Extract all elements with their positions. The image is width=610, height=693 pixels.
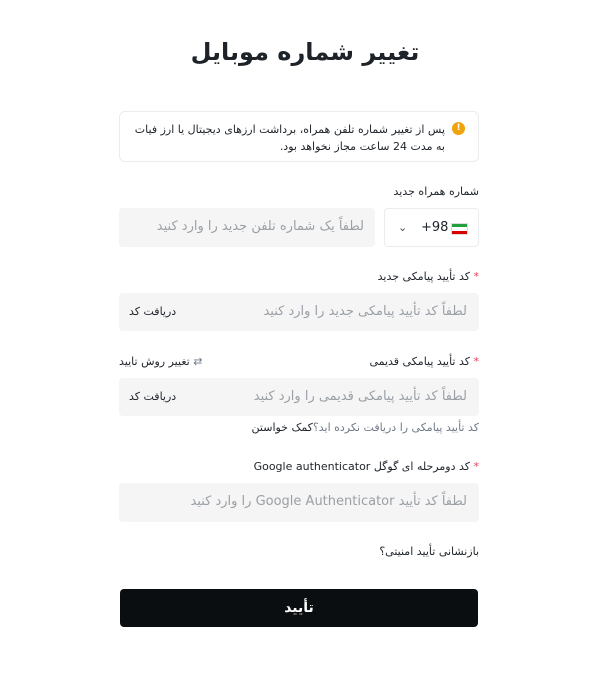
swap-icon: ⇄ (193, 355, 203, 368)
old-sms-code-input[interactable] (119, 378, 479, 416)
new-sms-label: * کد تأیید پیامکی جدید (377, 270, 479, 283)
required-mark: * (473, 460, 479, 473)
get-old-code-button[interactable]: دریافت کد (129, 390, 177, 403)
old-sms-placeholder: لطفاً کد تأیید پیامکی قدیمی را وارد کنید (253, 389, 467, 404)
google-auth-placeholder: لطفاً کد تأیید Google Authenticator را وارد کنید (190, 494, 467, 509)
old-sms-label: * کد تأیید پیامکی قدیمی (369, 355, 479, 368)
switch-verification-method-link[interactable]: ⇄ تغییر روش تایید (119, 355, 203, 368)
phone-input[interactable] (119, 208, 375, 247)
not-received-text: کد تأیید پیامکی را دریافت نکرده اید؟ (312, 421, 479, 434)
page-title: تغییر شماره موبایل (190, 38, 420, 66)
required-mark: * (473, 355, 479, 368)
google-auth-input[interactable] (119, 483, 479, 522)
phone-placeholder: لطفاً یک شماره تلفن جدید را وارد کنید (156, 219, 364, 234)
iran-flag-icon (451, 223, 468, 235)
chevron-down-icon: ⌄ (398, 221, 408, 234)
notice-box (119, 111, 479, 162)
new-sms-placeholder: لطفاً کد تأیید پیامکی جدید را وارد کنید (263, 304, 467, 319)
get-new-code-button[interactable]: دریافت کد (129, 305, 177, 318)
notice-text: پس از تغییر شماره تلفن همراه، برداشت ارزهای دیجیتال یا ارز فیات به مدت 24 ساعت مجاز نخواهد بود. (134, 123, 445, 153)
country-code: +98 (421, 220, 449, 235)
phone-label: شماره همراه جدید (393, 185, 479, 198)
info-icon: ! (452, 122, 465, 135)
google-auth-label: * کد دومرحله ای گوگل Google authenticator (253, 460, 479, 473)
required-mark: * (473, 270, 479, 283)
new-sms-code-input[interactable] (119, 293, 479, 331)
country-code-select[interactable] (384, 208, 479, 247)
reset-security-link[interactable]: بازنشانی تأیید امنیتی؟ (379, 545, 479, 558)
submit-button[interactable]: تأیید (120, 589, 478, 627)
help-link[interactable]: کمک خواستن (251, 421, 313, 434)
not-received-row (252, 421, 479, 434)
